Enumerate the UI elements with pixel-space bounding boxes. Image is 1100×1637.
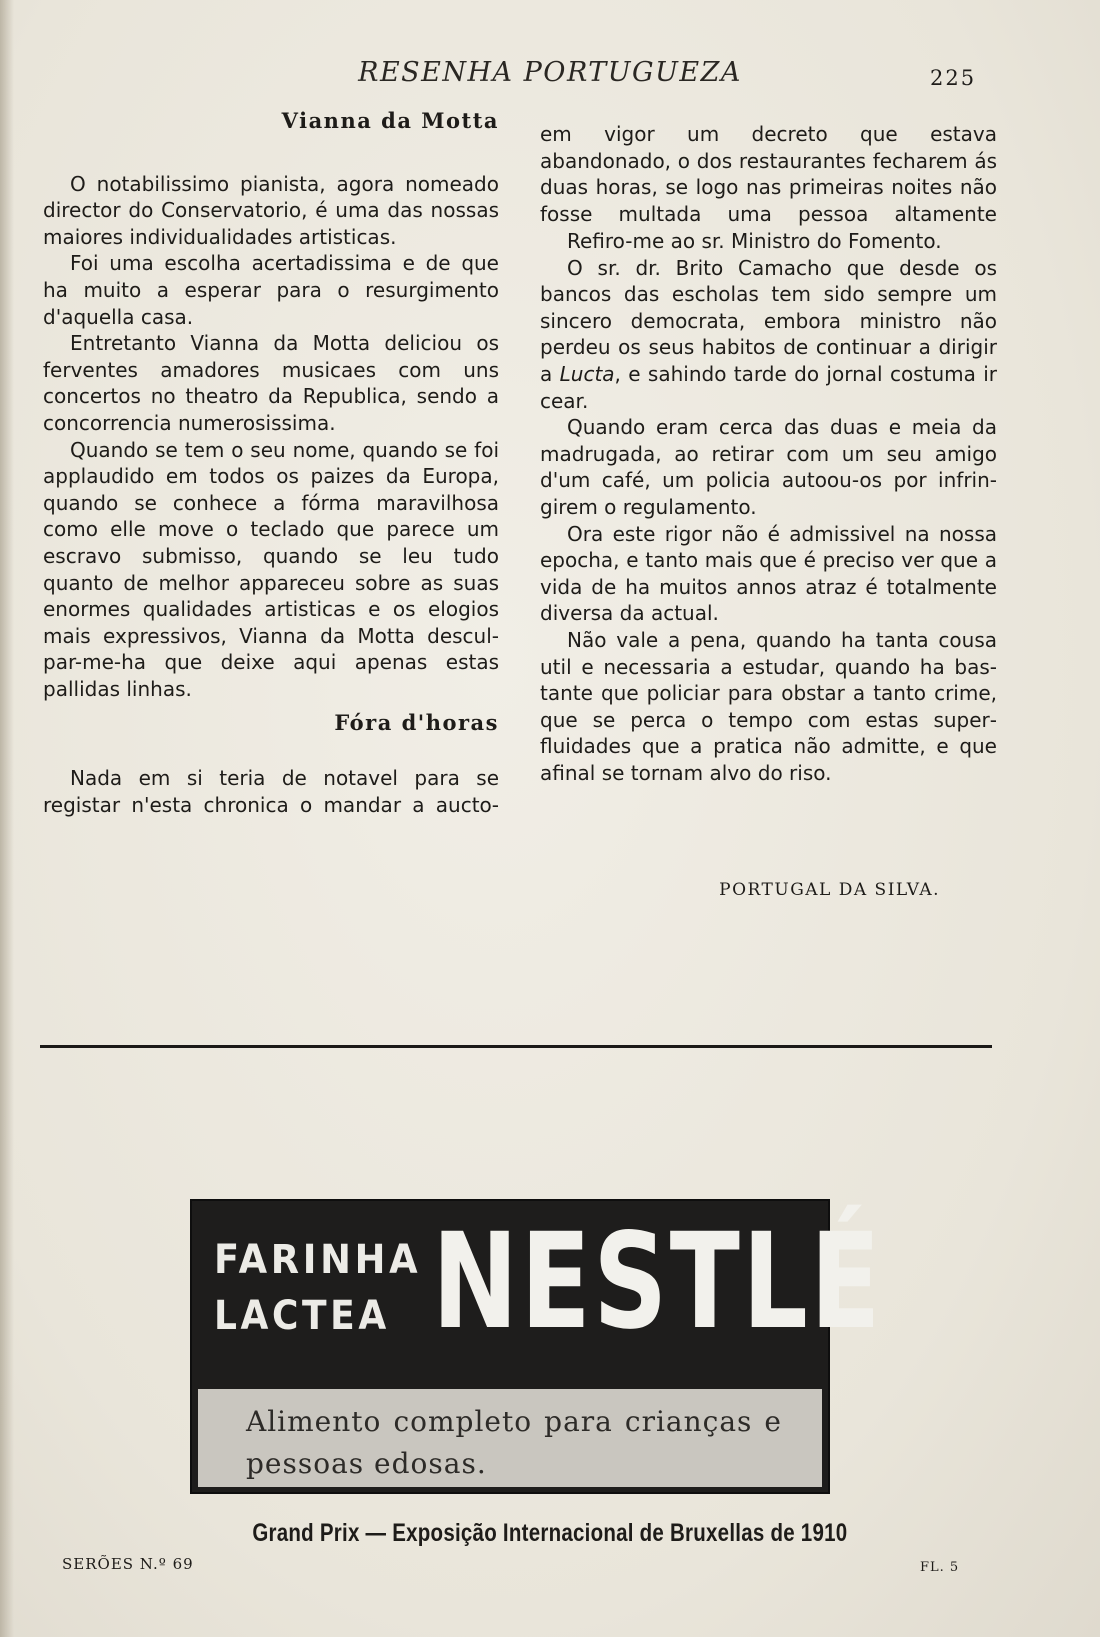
newspaper-title: Lucta — [559, 361, 615, 386]
running-head: RESENHA PORTUGUEZA — [358, 57, 742, 88]
paragraph-continuation — [540, 121, 997, 228]
page-number: 225 — [930, 66, 977, 90]
paragraph: Refiro-me ao sr. Ministro do Fomento. — [567, 229, 942, 253]
paragraph-continued: Nada em si teria de notavel para se registar n'esta chronica o mandar a aucto — [43, 766, 499, 817]
text-run: , e sahindo tarde do jornal costuma ir cear. — [540, 361, 997, 413]
ad-brand-name: NESTLÉ — [432, 1205, 883, 1359]
left-column — [43, 108, 499, 818]
paragraph: O notabilissimo pianista, agora nomeado director do Conservatorio, é uma das nossas maiores individualidades artisticas. — [43, 171, 499, 249]
footer-issue: SERÕES N.º 69 — [62, 1555, 194, 1573]
paragraph: Entretanto Vianna da Motta deliciou os ferventes amadores musicaes com uns concertos no theatro da Republica, sendo a concorrencia numerosissima. — [43, 331, 499, 435]
paragraph: Quando se tem o seu nome, quando se foi applaudido em todos os paizes da Europa, quando se conhece a fórma maravilhosa como elle move o teclado que parece um escravo submisso, quando se leu tudo quanto de melhor appareceu sobre as suas enormes qualidades artisticas e os elogios mais expressivos, Vianna da Motta desculpar-me-ha que deixe aqui apenas estas pallidas linhas. — [43, 437, 499, 701]
section-heading-vianna-da-motta: Vianna da Motta — [281, 108, 499, 133]
continued-text: em vigor um decreto que estava abandonado, o dos restaurantes fecharem ás duas horas, se logo nas primeiras noites não fosse multada uma pessoa altamente — [540, 122, 997, 226]
page-binding-shadow — [0, 0, 14, 1637]
ad-slogan: Alimento completo para crianças e pessoas edosas. — [198, 1389, 822, 1487]
footer-sheet: FL. 5 — [920, 1560, 960, 1575]
section-heading-fora-dhoras: Fóra d'horas — [334, 710, 499, 736]
right-column — [540, 121, 997, 786]
section-divider — [40, 1045, 992, 1048]
ad-tagline — [0, 1519, 1100, 1548]
paragraph — [540, 255, 997, 415]
ad-tagline-text: Grand Prix — Exposição Internacional de Bruxellas de 1910 — [252, 1519, 848, 1547]
text-run: O sr. dr. Brito Camacho que desde os bancos das escholas tem sido sempre um sincero democrata, embora ministro não perdeu os seus habitos de continuar a dirigir a — [540, 255, 997, 386]
author-signature: PORTUGAL DA SILVA. — [719, 880, 940, 900]
nestle-advertisement — [190, 1199, 883, 1494]
paragraph: Não vale a pena, quando ha tanta cousa util e necessaria a estudar, quando ha bastante que policiar para obstar a tanto crime, que se perca o tempo com estas superfluidades que a pratica não admitte, e que afinal se tornam alvo do riso. — [540, 627, 997, 785]
ad-product-line1: FARINHA — [214, 1237, 422, 1283]
paragraph: Quando eram cerca das duas e meia da madrugada, ao retirar com um seu amigo d'um café, um policia autoou-os por infringirem o regulamento. — [540, 415, 997, 519]
ad-product-line2: LACTEA — [214, 1293, 390, 1339]
paragraph: Ora este rigor não é admissivel na nossa epocha, e tanto mais que é preciso ver que a vida de ha muitos annos atraz é totalmente diversa da actual. — [540, 521, 997, 626]
paragraph: Foi uma escolha acertadissima e de que ha muito a esperar para o resurgimento d'aquella casa. — [43, 251, 499, 329]
